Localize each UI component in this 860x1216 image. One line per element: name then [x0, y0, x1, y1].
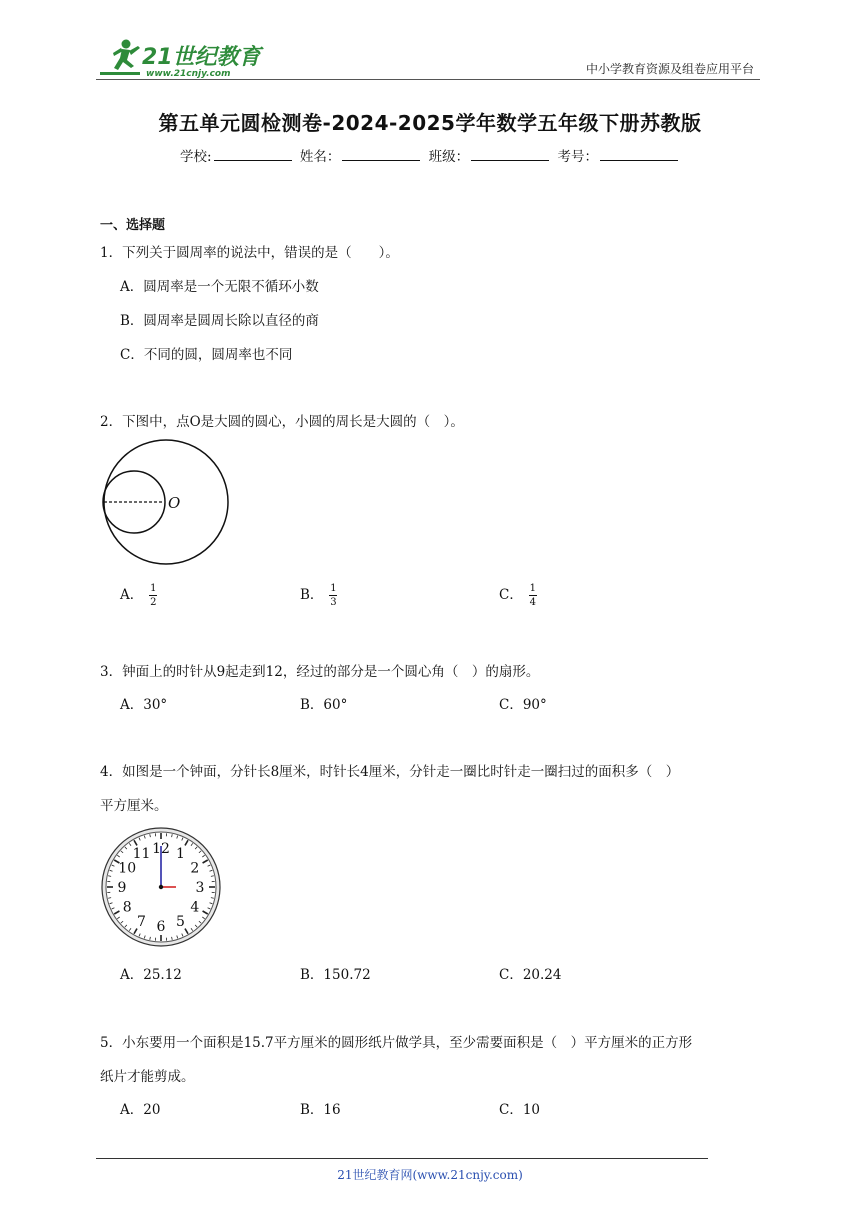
numerator: 1 — [330, 583, 337, 594]
clock-number-6: 6 — [156, 919, 166, 935]
question-5-stem-line-2: 纸片才能剪成。 — [100, 1069, 195, 1085]
circles-figure — [100, 438, 240, 568]
question-3-option-b: B．60° — [300, 697, 348, 713]
logo-text: 21世纪教育 — [142, 45, 261, 70]
name-label: 姓名： — [299, 149, 341, 165]
question-4-option-b: B．150.72 — [300, 967, 371, 983]
question-4-stem-line-2: 平方厘米。 — [100, 798, 168, 814]
question-2-option-a — [120, 583, 157, 608]
question-4-stem: 4．如图是一个钟面，分针长8厘米，时针长4厘米，分针走一圈比时针走一圈扫过的面积多（ ） — [100, 764, 680, 780]
question-2-option-c — [499, 583, 537, 608]
section-heading: 一、选择题 — [100, 218, 166, 233]
name-blank — [342, 148, 420, 161]
question-3-stem: 3．钟面上的时针从9起走到12，经过的部分是一个圆心角（ ）的扇形。 — [100, 664, 540, 680]
center-point-label: O — [168, 494, 181, 512]
clock-number-4: 4 — [190, 899, 200, 916]
denominator: 2 — [150, 597, 157, 608]
exam-no-label: 考号： — [557, 149, 598, 165]
denominator: 3 — [330, 597, 337, 608]
option-c-label: C． — [499, 587, 523, 603]
question-1-option-b: B．圆周率是圆周长除以直径的商 — [120, 313, 319, 329]
question-2-stem: 2．下图中，点O是大圆的圆心，小圆的周长是大圆的（ ）。 — [100, 414, 464, 430]
school-blank — [214, 148, 292, 161]
question-1-stem: 1．下列关于圆周率的说法中，错误的是（ ）。 — [100, 245, 399, 261]
page-title: 第五单元圆检测卷-2024-2025学年数学五年级下册苏教版 — [158, 111, 702, 135]
logo-21cnjy — [96, 36, 276, 80]
question-5-stem: 5．小东要用一个面积是15.7平方厘米的圆形纸片做学具，至少需要面积是（ ）平方厘米的正方形 — [100, 1035, 693, 1051]
clock-number-2: 2 — [190, 860, 200, 877]
fraction-one-third — [329, 583, 337, 608]
platform-name: 中小学教育资源及组卷应用平台 — [585, 62, 754, 76]
question-1-option-c: C．不同的圆，圆周率也不同 — [120, 347, 293, 363]
clock-center-pin — [159, 885, 163, 889]
question-4-option-c: C．20.24 — [499, 967, 562, 983]
question-5-option-c: C．10 — [499, 1102, 541, 1118]
clock-number-12: 12 — [152, 841, 170, 857]
footer-source: 21世纪教育网(www.21cnjy.com) — [337, 1168, 523, 1182]
clock-number-9: 9 — [117, 880, 127, 896]
numerator: 1 — [150, 583, 157, 594]
question-3-option-c: C．90° — [499, 697, 547, 713]
fraction-one-quarter — [529, 583, 537, 608]
clock-number-10: 10 — [118, 860, 137, 877]
clock-number-7: 7 — [137, 913, 146, 930]
clock-number-3: 3 — [195, 880, 205, 896]
question-4-option-a: A．25.12 — [120, 967, 182, 983]
clock-number-1: 1 — [176, 846, 185, 863]
class-blank — [471, 148, 549, 161]
class-label: 班级： — [428, 149, 470, 165]
logo-url-text: www.21cnjy.com — [146, 69, 231, 79]
question-3-option-a: A．30° — [120, 697, 168, 713]
student-info-line — [0, 145, 860, 165]
clock-number-11: 11 — [132, 846, 151, 863]
fraction-one-half — [149, 583, 157, 608]
footer-divider — [96, 1158, 708, 1159]
option-b-label: B． — [300, 587, 324, 603]
page-header — [96, 36, 760, 80]
clock-number-5: 5 — [176, 913, 185, 930]
question-5-option-b: B．16 — [300, 1102, 341, 1118]
question-2-option-b — [300, 583, 337, 608]
school-label: 学校: — [180, 149, 212, 165]
exam-no-blank — [600, 148, 678, 161]
option-a-label: A． — [120, 587, 144, 603]
clock-number-8: 8 — [122, 899, 132, 916]
header-divider — [96, 79, 760, 80]
clock-face-figure — [100, 826, 222, 948]
question-5-option-a: A．20 — [120, 1102, 161, 1118]
question-1-option-a: A．圆周率是一个无限不循环小数 — [120, 279, 319, 295]
denominator: 4 — [529, 597, 537, 608]
large-circle — [104, 440, 228, 564]
numerator: 1 — [529, 583, 537, 594]
